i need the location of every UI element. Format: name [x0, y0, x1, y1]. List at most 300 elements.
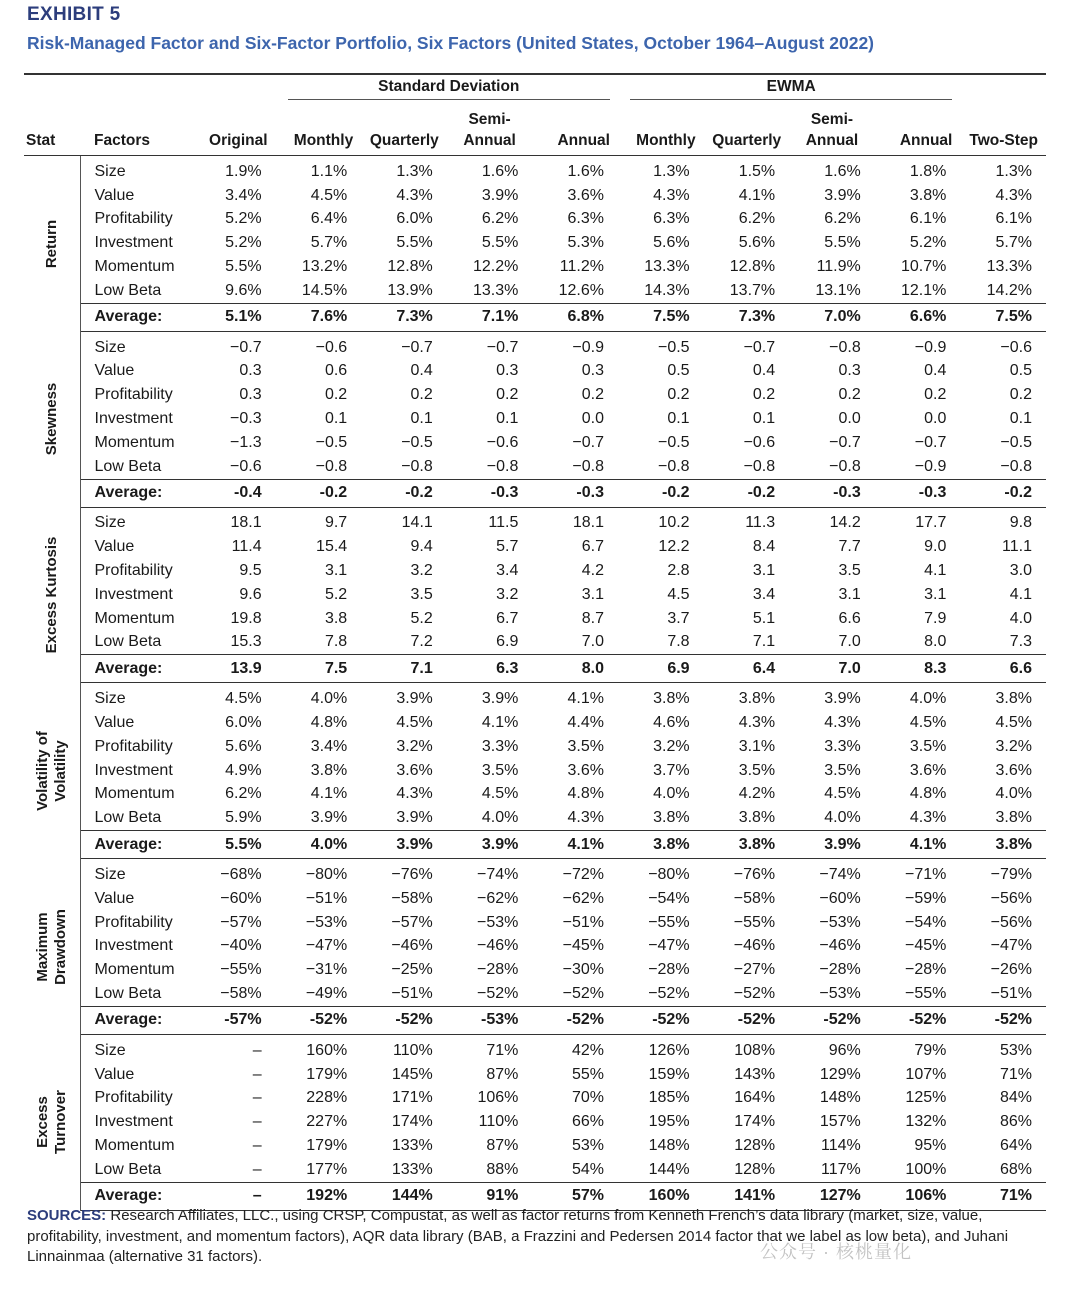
- value-cell: 7.9: [924, 609, 947, 627]
- value-cell: −47%: [648, 937, 690, 955]
- value-cell: 5.7%: [310, 234, 348, 252]
- value-cell: 4.3%: [995, 186, 1032, 204]
- table-row: [24, 887, 1046, 911]
- value-cell: 3.2: [496, 585, 519, 603]
- table-row: [24, 683, 1046, 711]
- value-cell: 19.8: [230, 609, 262, 627]
- value-cell: 3.1: [752, 562, 776, 580]
- average-value-cell: 144%: [361, 1182, 447, 1210]
- value-cell: −53%: [305, 913, 348, 931]
- value-cell: −57%: [391, 913, 433, 931]
- average-value-cell: -53%: [447, 1006, 533, 1034]
- watermark: 公众号 · 核桃量化: [760, 1242, 912, 1262]
- value-cell: 0.6: [324, 362, 348, 380]
- value-cell: 3.5%: [824, 761, 861, 779]
- value-cell: −51%: [391, 985, 433, 1002]
- average-value-cell: 6.8%: [532, 303, 618, 331]
- value-cell: 4.9%: [225, 761, 262, 779]
- value-cell: 12.8%: [387, 258, 433, 276]
- value-cell: −51%: [562, 913, 604, 931]
- value-cell: 5.2: [410, 609, 433, 627]
- average-value-cell: 6.6%: [875, 303, 961, 331]
- value-cell: 160%: [306, 1041, 348, 1059]
- value-cell: −0.7: [401, 338, 433, 356]
- average-row: [24, 303, 1046, 331]
- average-label: Average:: [80, 655, 190, 683]
- value-cell: −0.8: [829, 457, 861, 475]
- value-cell: 4.0%: [653, 785, 690, 803]
- value-cell: 96%: [828, 1041, 861, 1059]
- value-cell: 9.8: [1009, 514, 1032, 532]
- col-header-sd-quarterly: Quarterly: [369, 132, 439, 149]
- stat-label: Return: [24, 156, 80, 332]
- value-cell: 132%: [905, 1113, 947, 1131]
- value-cell: 3.2%: [653, 737, 690, 755]
- value-cell: 13.7%: [729, 281, 776, 299]
- value-cell: −57%: [220, 913, 262, 931]
- value-cell: 1.6%: [824, 162, 861, 180]
- table-row: [24, 806, 1046, 830]
- value-cell: −0.3: [230, 410, 262, 428]
- table-row: [24, 535, 1046, 559]
- table-row: [24, 859, 1046, 887]
- value-cell: −25%: [391, 961, 433, 979]
- value-cell: 70%: [571, 1089, 604, 1107]
- value-cell: 0.5: [1009, 362, 1032, 380]
- value-cell: 4.0: [1009, 609, 1032, 627]
- value-cell: −60%: [220, 889, 262, 907]
- value-cell: 0.1: [1009, 410, 1032, 428]
- value-cell: −79%: [990, 866, 1032, 884]
- value-cell: −0.8: [401, 457, 433, 475]
- average-value-cell: -52%: [618, 1006, 704, 1034]
- average-row: [24, 655, 1046, 683]
- value-cell: 3.5%: [481, 761, 519, 779]
- value-cell: 3.5%: [567, 737, 604, 755]
- value-cell: 0.2: [1009, 386, 1032, 404]
- value-cell: 12.8%: [729, 258, 776, 276]
- value-cell: 3.8%: [995, 809, 1032, 827]
- value-cell: 7.8: [667, 633, 690, 651]
- value-cell: 12.2: [658, 538, 690, 556]
- value-cell: 4.5%: [824, 785, 861, 803]
- average-value-cell: 6.4: [704, 655, 790, 683]
- value-cell: 174%: [734, 1113, 776, 1131]
- value-cell: 143%: [734, 1065, 776, 1083]
- value-cell: −68%: [220, 866, 262, 884]
- value-cell: −80%: [648, 866, 690, 884]
- average-value-cell: 5.5%: [190, 831, 276, 859]
- value-cell: −0.6: [743, 433, 776, 451]
- value-cell: 7.0: [581, 633, 604, 651]
- value-cell: 3.8%: [738, 809, 776, 827]
- value-cell: 3.3%: [824, 737, 861, 755]
- average-value-cell: -52%: [875, 1006, 961, 1034]
- value-cell: −0.8: [1000, 457, 1032, 475]
- table-row: [24, 255, 1046, 279]
- value-cell: 4.3%: [909, 809, 947, 827]
- col-header-sd-semi-annual: Semi- Annual: [463, 111, 516, 149]
- value-cell: −0.7: [486, 338, 519, 356]
- value-cell: 17.7: [915, 514, 947, 532]
- average-value-cell: -57%: [190, 1006, 276, 1034]
- average-value-cell: 3.9%: [361, 831, 447, 859]
- average-value-cell: 160%: [618, 1182, 704, 1210]
- value-cell: 54%: [571, 1160, 604, 1178]
- value-cell: 171%: [391, 1089, 433, 1107]
- average-value-cell: -0.2: [361, 479, 447, 507]
- value-cell: 227%: [306, 1113, 348, 1131]
- value-cell: 11.3: [745, 514, 776, 532]
- value-cell: −46%: [477, 937, 519, 955]
- value-cell: 177%: [306, 1160, 348, 1178]
- value-cell: 125%: [905, 1089, 947, 1107]
- value-cell: 133%: [391, 1136, 433, 1154]
- value-cell: 3.5: [410, 585, 433, 603]
- factor-name: Momentum: [94, 785, 175, 803]
- value-cell: −1.3: [230, 433, 262, 451]
- value-cell: 145%: [391, 1065, 433, 1083]
- table-row: [24, 711, 1046, 735]
- factor-name: Value: [94, 1065, 135, 1083]
- value-cell: 4.3%: [824, 714, 861, 732]
- value-cell: 3.8%: [738, 690, 776, 708]
- factor-name: Size: [94, 1041, 126, 1059]
- average-value-cell: 3.9%: [447, 831, 533, 859]
- value-cell: 6.4%: [310, 210, 348, 228]
- value-cell: 174%: [391, 1113, 433, 1131]
- col-header-stat: Stat: [26, 132, 56, 149]
- factor-name: Profitability: [94, 386, 173, 404]
- value-cell: 3.4%: [310, 737, 348, 755]
- value-cell: 5.2%: [225, 234, 262, 252]
- value-cell: 18.1: [572, 514, 604, 532]
- average-value-cell: 127%: [789, 1182, 875, 1210]
- results-table: [24, 73, 1046, 1211]
- average-value-cell: 141%: [704, 1182, 790, 1210]
- table-row: [24, 407, 1046, 431]
- value-cell: 0.2: [752, 386, 776, 404]
- value-cell: −0.7: [829, 433, 861, 451]
- average-value-cell: 7.5%: [960, 303, 1046, 331]
- value-cell: 3.7%: [653, 761, 690, 779]
- average-value-cell: -0.3: [875, 479, 961, 507]
- value-cell: 4.1: [924, 562, 947, 580]
- value-cell: −0.6: [486, 433, 519, 451]
- value-cell: 228%: [306, 1089, 348, 1107]
- value-cell: −0.7: [572, 433, 604, 451]
- value-cell: 8.0: [924, 633, 947, 651]
- value-cell: –: [252, 1113, 262, 1131]
- value-cell: −76%: [733, 866, 776, 884]
- value-cell: 4.0%: [909, 690, 947, 708]
- value-cell: −56%: [990, 889, 1032, 907]
- value-cell: 3.9%: [310, 809, 348, 827]
- value-cell: −53%: [477, 913, 519, 931]
- value-cell: 3.3%: [481, 737, 519, 755]
- value-cell: −52%: [477, 985, 519, 1002]
- value-cell: −0.7: [743, 338, 776, 356]
- value-cell: 13.1%: [815, 281, 861, 299]
- value-cell: 4.1%: [567, 690, 604, 708]
- value-cell: 4.0%: [310, 690, 348, 708]
- table-row: [24, 958, 1046, 982]
- value-cell: 126%: [648, 1041, 690, 1059]
- table-row: [24, 1134, 1046, 1158]
- average-value-cell: -0.3: [532, 479, 618, 507]
- value-cell: −49%: [305, 985, 348, 1002]
- group-header-ewma: EWMA: [618, 75, 960, 103]
- value-cell: −0.7: [914, 433, 947, 451]
- value-cell: 4.0%: [481, 809, 519, 827]
- value-cell: 3.6%: [995, 761, 1032, 779]
- value-cell: 13.3%: [986, 258, 1032, 276]
- factor-name: Profitability: [94, 737, 173, 755]
- value-cell: −71%: [904, 866, 947, 884]
- value-cell: 179%: [306, 1136, 348, 1154]
- average-value-cell: -52%: [704, 1006, 790, 1034]
- value-cell: −76%: [391, 866, 433, 884]
- value-cell: 3.5: [838, 562, 861, 580]
- factor-name: Low Beta: [94, 281, 162, 299]
- value-cell: −0.8: [743, 457, 776, 475]
- table-row: [24, 156, 1046, 184]
- value-cell: 1.8%: [909, 162, 947, 180]
- value-cell: 12.6%: [558, 281, 604, 299]
- value-cell: −72%: [562, 866, 604, 884]
- value-cell: −46%: [391, 937, 433, 955]
- table-row: [24, 431, 1046, 455]
- value-cell: 3.9%: [481, 690, 519, 708]
- value-cell: 3.7: [667, 609, 690, 627]
- stat-label: Volatility of Volatility: [24, 683, 80, 859]
- value-cell: 157%: [819, 1113, 861, 1131]
- value-cell: 3.4: [496, 562, 519, 580]
- value-cell: −80%: [305, 866, 348, 884]
- average-label: Average:: [80, 1006, 190, 1034]
- value-cell: −51%: [990, 985, 1032, 1002]
- col-header-two-step: Two-Step: [969, 132, 1038, 149]
- factor-name: Low Beta: [94, 457, 162, 475]
- value-cell: 3.2: [410, 562, 433, 580]
- value-cell: 4.5%: [396, 714, 433, 732]
- value-cell: 0.2: [838, 386, 861, 404]
- value-cell: 164%: [734, 1089, 776, 1107]
- average-value-cell: -0.2: [276, 479, 362, 507]
- value-cell: 6.3%: [567, 210, 604, 228]
- value-cell: 0.3: [239, 386, 262, 404]
- value-cell: 3.9%: [824, 690, 861, 708]
- stat-label: Excess Turnover: [24, 1034, 80, 1210]
- value-cell: 5.1: [752, 609, 776, 627]
- value-cell: 68%: [999, 1160, 1032, 1178]
- factor-name: Value: [94, 186, 135, 204]
- factor-name: Investment: [94, 410, 173, 428]
- value-cell: 11.2%: [559, 258, 604, 276]
- average-value-cell: 6.3: [447, 655, 533, 683]
- value-cell: 1.6%: [567, 162, 604, 180]
- value-cell: 3.8%: [310, 761, 348, 779]
- factor-name: Investment: [94, 937, 173, 955]
- col-header-ewma-monthly: Monthly: [636, 132, 696, 149]
- table-row: [24, 507, 1046, 535]
- value-cell: 5.2%: [225, 210, 262, 228]
- value-cell: 5.7%: [995, 234, 1032, 252]
- value-cell: 6.7: [496, 609, 519, 627]
- table-row: [24, 559, 1046, 583]
- average-value-cell: 7.0: [789, 655, 875, 683]
- value-cell: 5.5%: [824, 234, 861, 252]
- average-value-cell: -52%: [789, 1006, 875, 1034]
- value-cell: 4.2: [581, 562, 604, 580]
- value-cell: 7.3: [1009, 633, 1032, 651]
- value-cell: –: [252, 1041, 262, 1059]
- value-cell: 18.1: [230, 514, 262, 532]
- value-cell: −46%: [733, 937, 776, 955]
- value-cell: −0.5: [1000, 433, 1032, 451]
- value-cell: 4.8%: [909, 785, 947, 803]
- value-cell: −58%: [391, 889, 433, 907]
- average-value-cell: -0.2: [704, 479, 790, 507]
- factor-name: Investment: [94, 761, 173, 779]
- value-cell: 1.3%: [653, 162, 690, 180]
- value-cell: –: [252, 1136, 262, 1154]
- value-cell: 3.8%: [995, 690, 1032, 708]
- value-cell: 0.2: [924, 386, 947, 404]
- factor-name: Investment: [94, 585, 173, 603]
- table-row: [24, 911, 1046, 935]
- average-value-cell: 4.1%: [875, 831, 961, 859]
- table-row: [24, 184, 1046, 208]
- value-cell: 9.6%: [225, 281, 262, 299]
- value-cell: 3.1: [581, 585, 604, 603]
- average-value-cell: 4.1%: [532, 831, 618, 859]
- value-cell: 11.9%: [816, 258, 861, 276]
- table-row: [24, 783, 1046, 807]
- value-cell: 11.1: [1002, 538, 1032, 556]
- value-cell: 6.1%: [909, 210, 947, 228]
- value-cell: −74%: [477, 866, 519, 884]
- value-cell: 0.4: [410, 362, 433, 380]
- value-cell: 9.4: [410, 538, 433, 556]
- value-cell: −0.6: [230, 457, 262, 475]
- table-row: [24, 1063, 1046, 1087]
- value-cell: 7.7: [838, 538, 861, 556]
- table-row: [24, 1034, 1046, 1062]
- value-cell: 128%: [734, 1136, 776, 1154]
- factor-name: Size: [94, 162, 126, 180]
- average-value-cell: 7.5%: [618, 303, 704, 331]
- value-cell: 195%: [648, 1113, 690, 1131]
- value-cell: 0.3: [239, 362, 262, 380]
- value-cell: 9.7: [324, 514, 348, 532]
- average-value-cell: -52%: [960, 1006, 1046, 1034]
- value-cell: 10.7%: [900, 258, 947, 276]
- value-cell: 5.3%: [567, 234, 604, 252]
- table-row: [24, 1087, 1046, 1111]
- value-cell: 3.4%: [225, 186, 262, 204]
- value-cell: 14.3%: [644, 281, 690, 299]
- value-cell: 3.6%: [909, 761, 947, 779]
- factor-name: Low Beta: [94, 985, 162, 1002]
- value-cell: −54%: [904, 913, 947, 931]
- factor-name: Investment: [94, 1113, 173, 1131]
- value-cell: 13.9%: [387, 281, 433, 299]
- value-cell: 14.5%: [301, 281, 348, 299]
- average-value-cell: 7.0%: [789, 303, 875, 331]
- value-cell: 3.8: [324, 609, 348, 627]
- value-cell: −0.8: [315, 457, 348, 475]
- value-cell: 0.3: [838, 362, 861, 380]
- average-value-cell: -0.2: [618, 479, 704, 507]
- value-cell: 3.9%: [396, 809, 433, 827]
- value-cell: –: [252, 1160, 262, 1178]
- sources-label: SOURCES:: [27, 1207, 107, 1224]
- value-cell: 1.9%: [225, 162, 262, 180]
- value-cell: −0.5: [657, 338, 690, 356]
- average-row: [24, 479, 1046, 507]
- value-cell: −54%: [648, 889, 690, 907]
- value-cell: 55%: [571, 1065, 604, 1083]
- factor-name: Low Beta: [94, 1160, 162, 1178]
- value-cell: 4.1%: [481, 714, 519, 732]
- value-cell: 4.5%: [481, 785, 519, 803]
- average-value-cell: 57%: [532, 1182, 618, 1210]
- exhibit-title: Risk-Managed Factor and Six-Factor Portfolio, Six Factors (United States, October 1964–August 2022): [27, 33, 875, 53]
- average-row: [24, 831, 1046, 859]
- average-value-cell: -52%: [361, 1006, 447, 1034]
- value-cell: 4.5%: [909, 714, 947, 732]
- value-cell: −52%: [562, 985, 604, 1002]
- factor-name: Momentum: [94, 609, 175, 627]
- value-cell: 1.5%: [738, 162, 776, 180]
- value-cell: 95%: [914, 1136, 947, 1154]
- value-cell: 3.9%: [481, 186, 519, 204]
- value-cell: 4.5%: [225, 690, 262, 708]
- value-cell: −60%: [819, 889, 861, 907]
- value-cell: 4.3%: [396, 186, 433, 204]
- value-cell: 159%: [648, 1065, 690, 1083]
- value-cell: 5.5%: [396, 234, 433, 252]
- factor-name: Profitability: [94, 1089, 173, 1107]
- value-cell: 3.8%: [909, 186, 947, 204]
- value-cell: −28%: [648, 961, 690, 979]
- factor-name: Low Beta: [94, 809, 162, 827]
- value-cell: 13.2%: [301, 258, 348, 276]
- value-cell: 87%: [486, 1065, 519, 1083]
- value-cell: 7.1: [752, 633, 776, 651]
- value-cell: 42%: [571, 1041, 604, 1059]
- value-cell: 14.2%: [986, 281, 1032, 299]
- stat-label: Skewness: [24, 331, 80, 507]
- value-cell: 53%: [571, 1136, 604, 1154]
- value-cell: 5.9%: [225, 809, 262, 827]
- value-cell: 9.0: [924, 538, 947, 556]
- value-cell: −52%: [733, 985, 776, 1002]
- value-cell: 6.2%: [738, 210, 776, 228]
- value-cell: 133%: [391, 1160, 433, 1178]
- value-cell: 0.4: [752, 362, 776, 380]
- value-cell: −0.5: [401, 433, 433, 451]
- table-row: [24, 1158, 1046, 1182]
- value-cell: 2.8: [667, 562, 690, 580]
- average-value-cell: –: [190, 1182, 276, 1210]
- average-value-cell: 91%: [447, 1182, 533, 1210]
- value-cell: –: [252, 1065, 262, 1083]
- value-cell: 3.1%: [738, 737, 776, 755]
- value-cell: 0.1: [667, 410, 690, 428]
- value-cell: −0.9: [572, 338, 604, 356]
